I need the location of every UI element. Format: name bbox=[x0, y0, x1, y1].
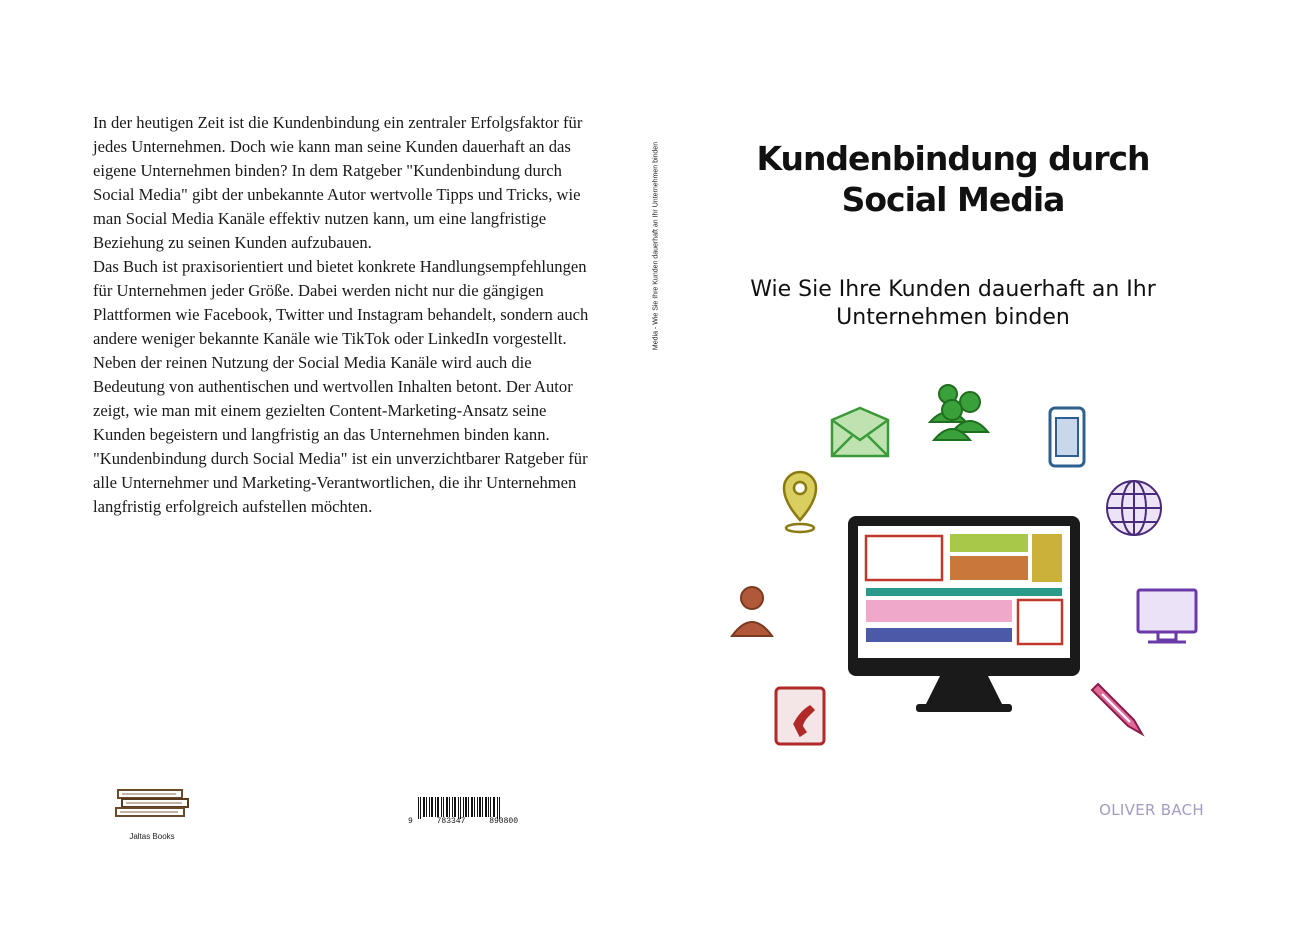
computer-monitor-icon bbox=[848, 516, 1080, 712]
desktop-icon bbox=[1138, 590, 1196, 642]
globe-icon bbox=[1107, 481, 1161, 535]
blurb-paragraph-4: "Kundenbindung durch Social Media" ist ein unverzichtbarer Ratgeber für alle Unternehmer und Marketing-Verantwortlichen, die ihr Unternehmen langfristig erfolgreich aufstellen möchten. bbox=[93, 449, 588, 516]
isbn-prefix: 9 bbox=[408, 817, 413, 826]
book-subtitle bbox=[700, 276, 1206, 332]
title-line-1: Kundenbindung durch bbox=[756, 139, 1150, 178]
location-pin-icon bbox=[784, 472, 816, 532]
envelope-icon bbox=[832, 408, 888, 456]
books-icon bbox=[112, 780, 192, 830]
blurb-paragraph-3: Neben der reinen Nutzung der Social Media Kanäle wird auch die Bedeutung von authentischen und wertvollen Inhalten betont. Der Autor zeigt, wie man mit einem gezielten Content-Marketing-Ansatz seine Kunden begeistern und langfristig an das Unternehmen binden kann. bbox=[93, 353, 573, 444]
smartphone-icon bbox=[1050, 408, 1084, 466]
title-line-2: Social Media bbox=[841, 180, 1065, 219]
publisher-name: Jaltas Books bbox=[129, 832, 175, 841]
blurb-paragraph-2: Das Buch ist praxisorientiert und bietet konkrete Handlungsempfehlungen für Unternehmen jeder Größe. Dabei werden nicht nur die gängigen Plattformen wie Facebook, Twitter und Instagram behandelt, sondern auch andere weniger bekannte Kanäle wie TikTok oder LinkedIn vorgestellt. bbox=[93, 257, 589, 348]
cover-illustration bbox=[690, 360, 1230, 780]
book-title bbox=[700, 138, 1206, 220]
blurb-paragraph-1: In der heutigen Zeit ist die Kundenbindung ein zentraler Erfolgsfaktor für jedes Unternehmen. Doch wie kann man seine Kunden dauerhaft an das eigene Unternehmen binden? In dem Ratgeber "Kundenbindung durch Social Media" gibt der unbekannte Autor wertvolle Tipps und Tricks, wie man Social Media Kanäle effektiv nutzen kann, um eine langfristige Beziehung zu seinen Kunden aufzubauen. bbox=[93, 113, 583, 252]
subtitle-line-1: Wie Sie Ihre Kunden dauerhaft an Ihr bbox=[750, 277, 1156, 302]
spine-text: Media - Wie Sie Ihre Kunden dauerhaft an Ihr Unternehmen binden bbox=[652, 141, 660, 351]
isbn-number bbox=[408, 817, 518, 826]
subtitle-line-2: Unternehmen binden bbox=[836, 305, 1070, 330]
barcode bbox=[410, 797, 514, 819]
people-group-icon bbox=[930, 385, 988, 440]
author-name: OLIVER BACH bbox=[1099, 801, 1204, 819]
pencil-icon bbox=[1092, 684, 1142, 734]
isbn-left: 783347 bbox=[436, 817, 466, 826]
back-cover-blurb bbox=[93, 111, 591, 519]
person-icon bbox=[732, 587, 772, 636]
book-spine bbox=[649, 128, 663, 364]
isbn-right: 890800 bbox=[489, 817, 518, 826]
phone-contact-icon bbox=[776, 688, 824, 744]
